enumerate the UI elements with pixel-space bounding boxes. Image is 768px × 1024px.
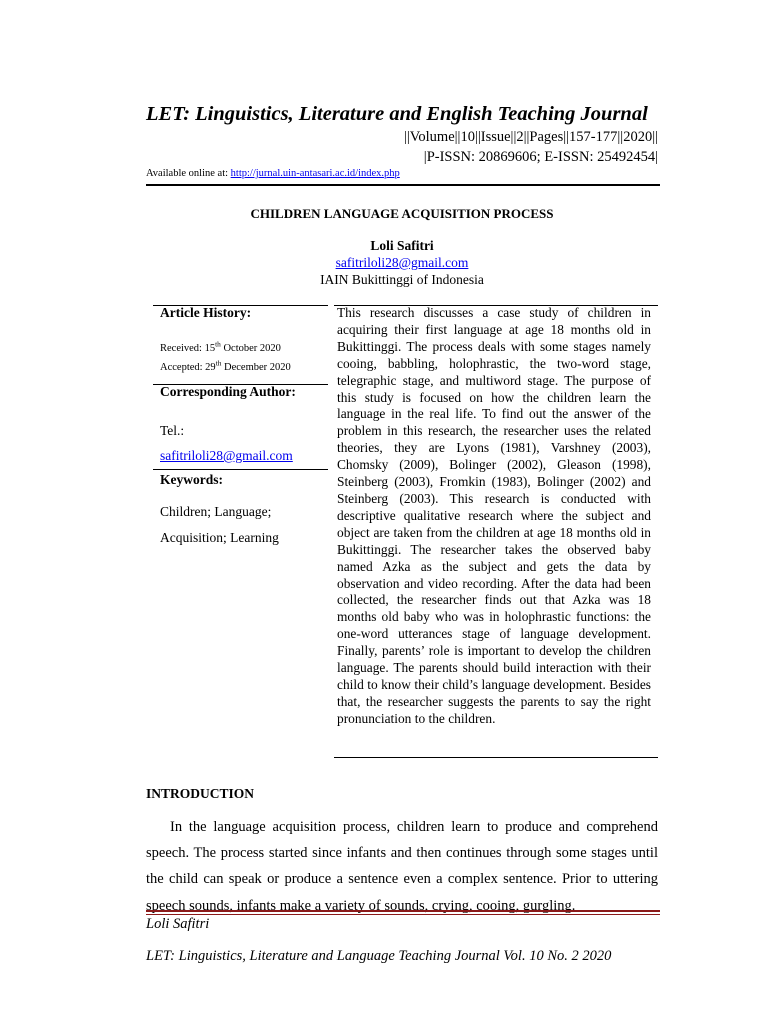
footer-rule-thick [146, 910, 660, 912]
tel-label: Tel.: [160, 423, 185, 438]
footer-author: Loli Safitri [146, 916, 210, 932]
author-email [146, 255, 658, 271]
journal-url-link[interactable]: http://jurnal.uin-antasari.ac.id/index.php [230, 168, 400, 179]
keywords-heading: Keywords: [160, 472, 223, 487]
abstract-bottom-rule [334, 757, 658, 758]
article-history-heading: Article History: [160, 305, 252, 320]
corresponding-email-link[interactable]: safitriloli28@gmail.com [160, 448, 293, 463]
author-email-link[interactable]: safitriloli28@gmail.com [335, 255, 469, 270]
available-online [146, 168, 400, 179]
corresponding-author-heading: Corresponding Author: [160, 384, 296, 399]
author-name: Loli Safitri [370, 238, 434, 253]
issn-line: |P-ISSN: 20869606; E-ISSN: 25492454| [423, 149, 658, 165]
header-divider [146, 184, 660, 186]
accepted-date: Accepted: 29th December 2020 [160, 358, 291, 373]
keywords-line-1: Children; Language; [160, 504, 272, 519]
introduction-heading: INTRODUCTION [146, 786, 255, 801]
corresponding-divider [153, 469, 328, 470]
abstract-text: This research discusses a case study of children in acquiring their first language at age 18 months old in Bukittinggi. The process deals with some stages namely cooing, babbling, holophrastic, the two-word stage, telegraphic stage, and multiword stage. The purpose of this study is focused on how the children learn the language in the real life. To find out the answer of the problem in this research, the researcher uses the related theories, they are Lyons (1981), Varshney (2003), Chomsky (2009), Bolinger (2002), Gleason (1998), Steinberg (2003), Fromkin (1983), Bolinger (2002) and Steinberg (2003). This research is conducted with descriptive qualitative research where the subject and object are taken from the children at age 18 months old in Bukittinggi. The researcher takes the observed baby named Azka as the subject and gets the data by observation and video recording. After the data had been collected, the researcher finds out that Azka was 18 months old baby who was in holophrastic functions: the one-word utterances stage of language development. Finally, parents’ role is important to develop the children language. The parents should build interaction with their child to know their child’s language development. Besides that, the researcher suggests the parents to say the right pronunciation to the children. [337, 305, 651, 726]
received-date: Received: 15th October 2020 [160, 339, 281, 354]
footer-rule-thin [146, 914, 660, 915]
paper-title: CHILDREN LANGUAGE ACQUISITION PROCESS [250, 206, 554, 221]
author-affiliation: IAIN Bukittinggi of Indonesia [320, 272, 484, 287]
journal-title: LET: Linguistics, Literature and English Teaching Journal [146, 103, 648, 125]
keywords-line-2: Acquisition; Learning [160, 530, 279, 545]
footer-journal-line: LET: Linguistics, Literature and Language Teaching Journal Vol. 10 No. 2 2020 [146, 948, 612, 964]
volume-line: ||Volume||10||Issue||2||Pages||157-177||2020|| [404, 129, 658, 145]
corresponding-email [160, 448, 325, 464]
available-label: Available online at: [146, 168, 229, 179]
introduction-paragraph: In the language acquisition process, children learn to produce and comprehend speech. The process started since infants and then continues through some stages until the child can speak or produce a sentence even a complex sentence. Prior to uttering speech sounds, infants make a variety of sounds, crying, cooing, gurgling. [146, 819, 658, 914]
